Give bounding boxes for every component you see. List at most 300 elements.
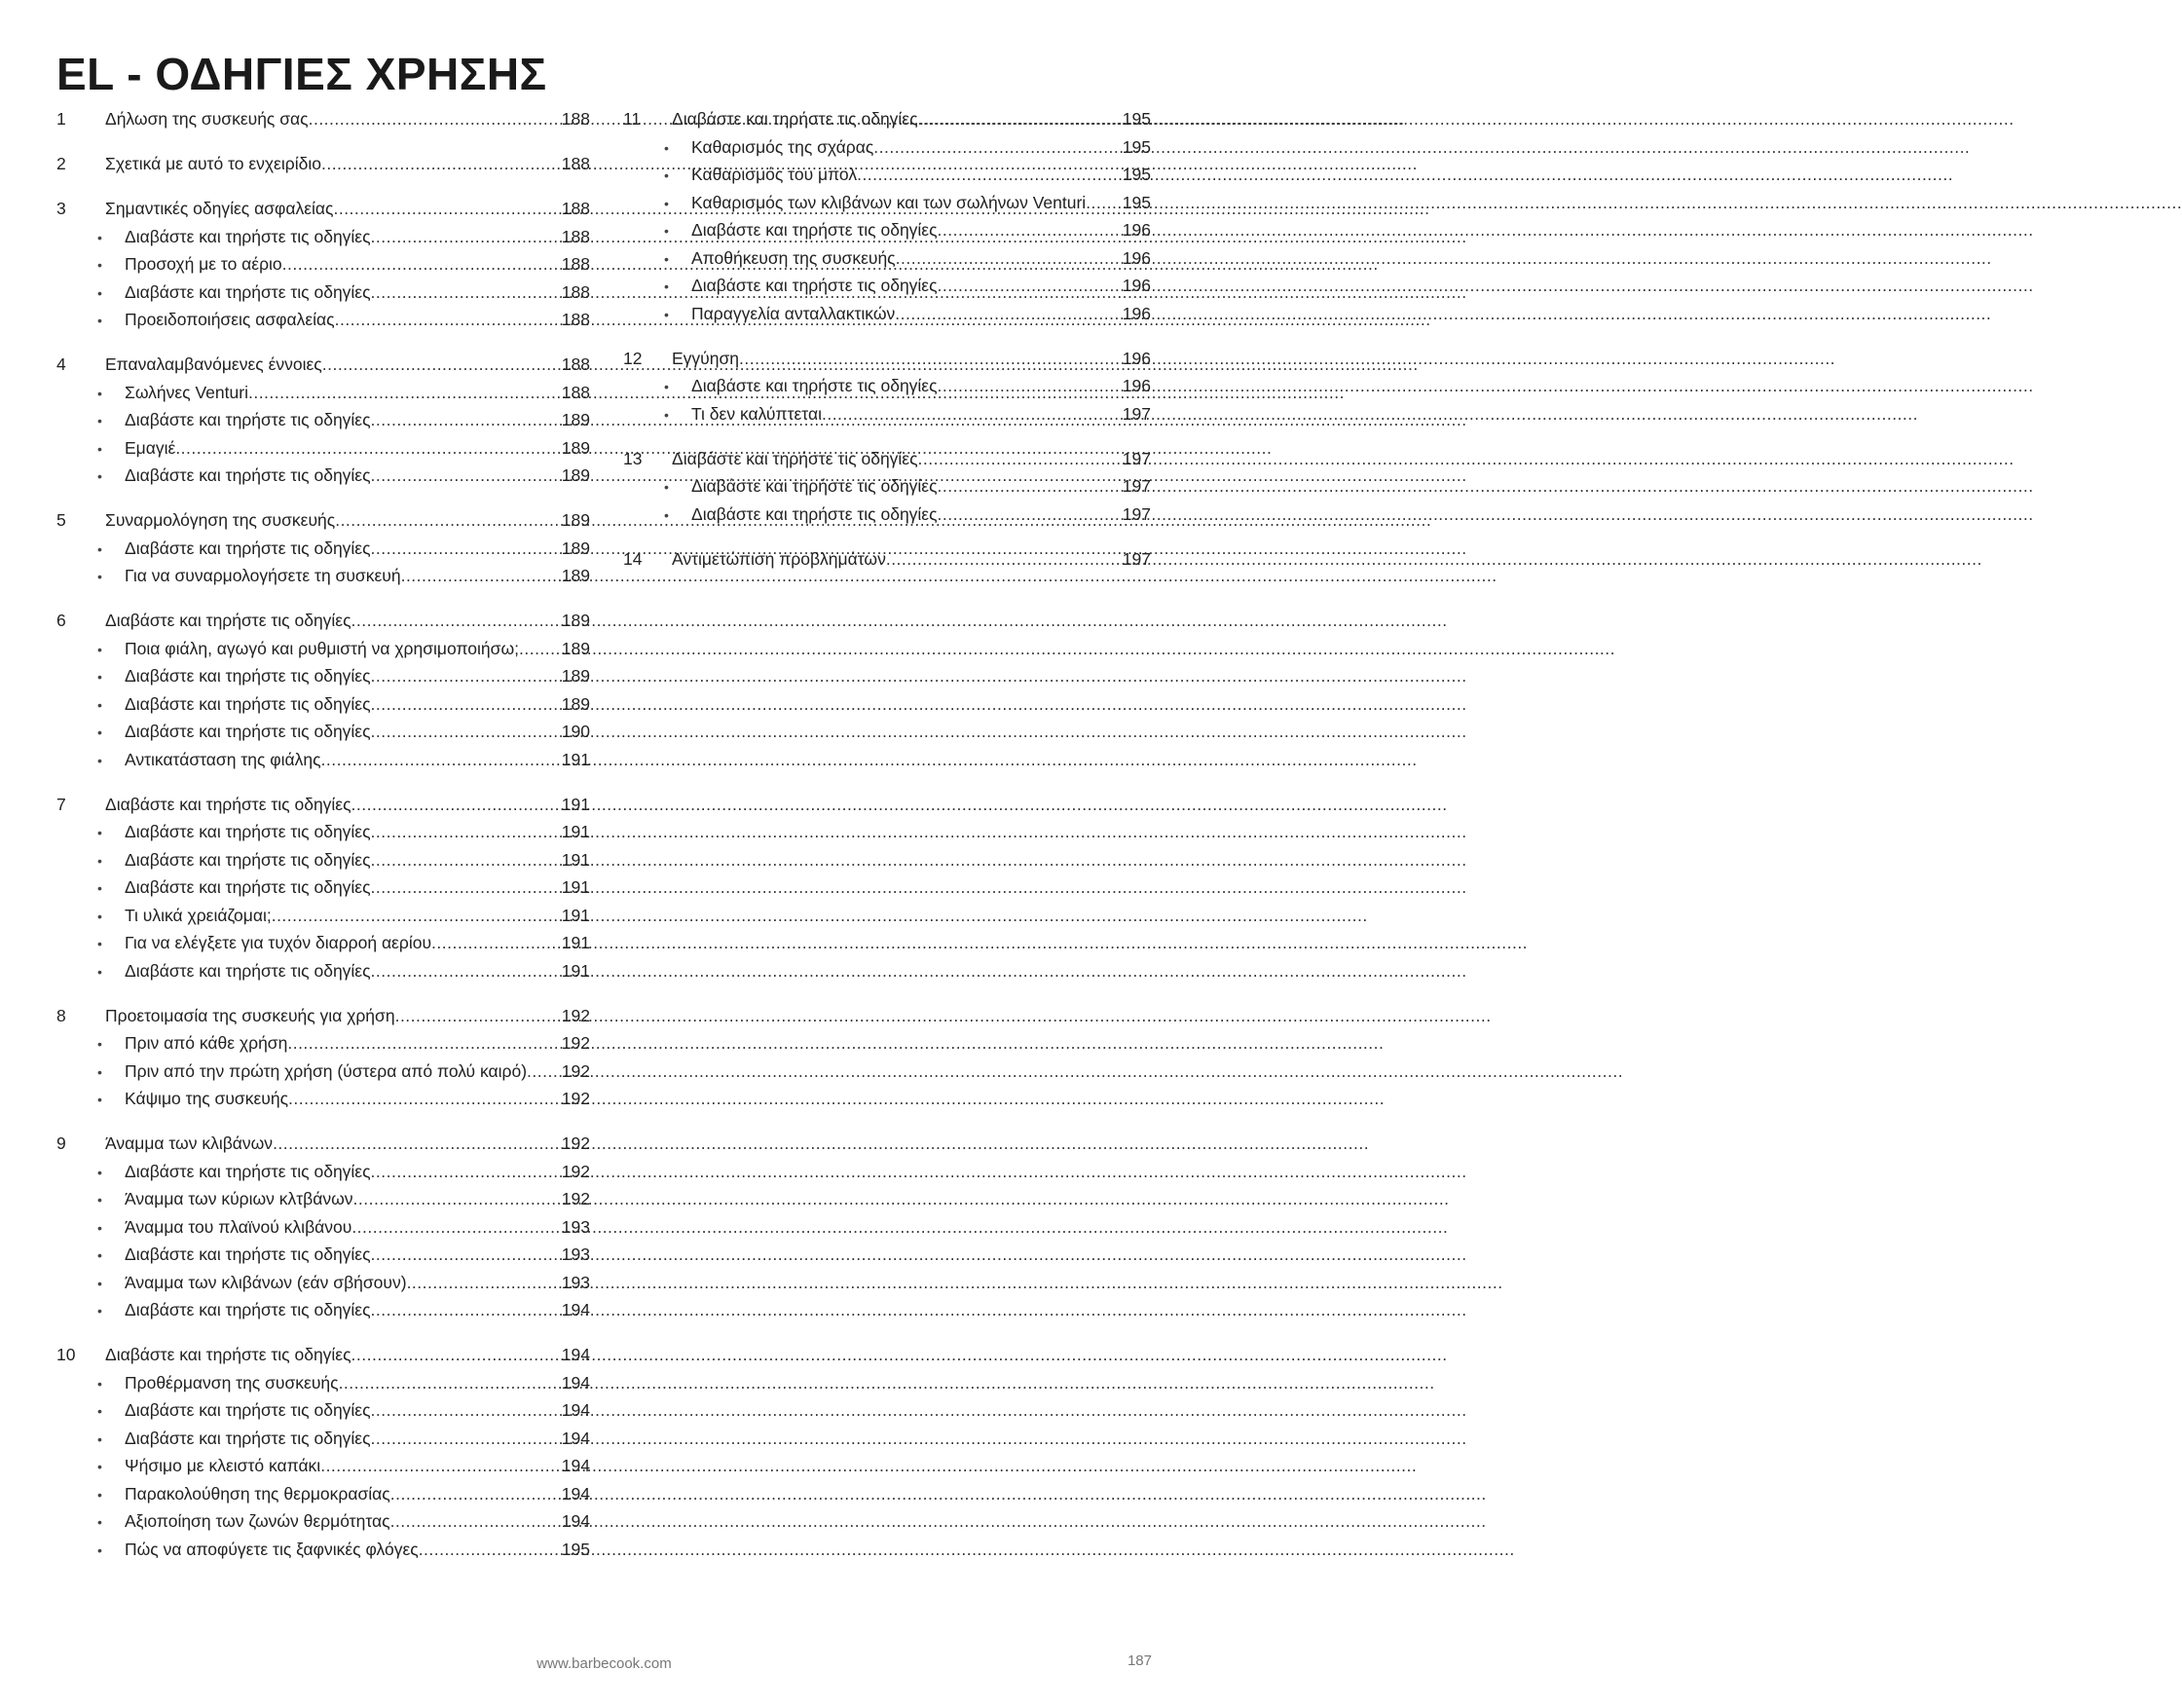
dot-leader [938,372,1123,400]
toc-subentry-page: 196 [1122,303,1151,323]
toc-subentry-page: 196 [1122,276,1151,295]
toc-subentry[interactable] [56,718,590,746]
toc-subentry-page: 188 [561,281,590,302]
toc-subentry[interactable] [56,1507,590,1536]
toc-entry[interactable] [56,1130,590,1158]
toc-subentry-label: Διαβάστε και τηρήστε τις οδηγίες [691,503,938,524]
toc-entry-number: 4 [56,354,66,374]
toc-subentry-page: 194 [561,1300,590,1319]
dot-leader [371,223,562,251]
toc-subentry-label: Παραγγελία ανταλλακτικών [691,303,896,323]
bullet-icon: • [97,468,102,484]
toc-subentry[interactable] [56,690,590,719]
toc-subentry-page: 188 [561,254,590,274]
toc-entry-page: 195 [1122,109,1151,129]
dot-leader [371,818,562,846]
toc-subentry[interactable] [56,1085,590,1113]
dot-leader [873,133,1123,162]
bullet-icon: • [97,669,102,685]
bullet-icon: • [97,1219,102,1236]
toc-subentry[interactable] [56,1269,590,1297]
bullet-icon: • [97,696,102,713]
bullet-icon: • [664,379,669,394]
dot-leader [857,161,1123,189]
bullet-icon: • [97,825,102,840]
dot-leader [918,445,1123,473]
toc-subentry[interactable] [56,1058,590,1086]
toc-subentry-page: 188 [561,226,590,246]
toc-entry-number: 10 [56,1345,76,1364]
toc-subentry[interactable] [56,434,590,463]
toc-entry-label: Διαβάστε και τηρήστε τις οδηγίες [672,448,918,468]
toc-subentry-page: 196 [1122,247,1151,268]
toc-subentry-label: Διαβάστε και τηρήστε τις οδηγίες [125,960,371,981]
toc-subentry-label: Αξιοποίηση των ζωνών θερμότητας [125,1511,390,1531]
dot-leader [371,1296,562,1324]
toc-subentry[interactable] [56,278,590,307]
toc-subentry-label: Διαβάστε και τηρήστε τις οδηγίες [691,476,938,496]
dot-leader [431,929,562,957]
toc-subentry[interactable] [56,929,590,957]
toc-subentry-page: 188 [561,382,590,402]
toc-entry-page: 196 [1122,348,1151,368]
dot-leader [339,1369,562,1397]
toc-subentry-page: 195 [1122,165,1151,184]
toc-section [56,105,590,133]
toc-subentry-page: 189 [561,538,590,558]
toc-entry-label: Επαναλαμβανόμενες έννοιες [105,354,322,374]
toc-subentry[interactable] [56,1213,590,1242]
toc-entry-label: Εγγύηση [672,348,740,368]
toc-subentry-label: Άναμμα των κύριων κλτβάνων [125,1189,353,1208]
dot-leader [351,1213,561,1242]
dot-leader [371,535,562,563]
bullet-icon: • [97,1486,102,1503]
dot-leader [371,278,562,307]
toc-subentry-page: 189 [561,666,590,686]
toc-subentry-page: 196 [1122,376,1151,395]
toc-subentry-page: 192 [561,1189,590,1208]
toc-entry[interactable] [56,150,590,178]
bullet-icon: • [664,306,669,322]
bullet-icon: • [97,284,102,301]
toc-entry-label: Αντιμετώπιση προβλημάτων [672,548,886,569]
toc-entry-number: 5 [56,510,66,530]
toc-subentry-label: Καθαρισμός των κλιβάνων και των σωλήνων Venturi [691,192,1087,212]
toc-subentry-page: 192 [561,1089,590,1108]
toc-subentry-page: 189 [561,566,590,585]
bullet-icon: • [97,936,102,951]
toc-section [56,1002,590,1113]
toc-entry[interactable] [56,1002,590,1030]
toc-entry[interactable] [56,105,590,133]
dot-leader [896,244,1123,273]
bullet-icon: • [97,540,102,557]
toc-subentry-page: 190 [561,722,590,741]
toc-entry-number: 14 [623,548,643,569]
bullet-icon: • [97,1403,102,1419]
toc-entry[interactable] [56,195,590,223]
bullet-icon: • [97,752,102,768]
toc-subentry-label: Διαβάστε και τηρήστε τις οδηγίες [125,822,371,841]
toc-subentry[interactable] [56,1029,590,1058]
toc-subentry-page: 191 [561,933,590,952]
toc-subentry-page: 193 [561,1216,590,1237]
toc-subentry[interactable] [623,161,1151,189]
dot-leader [321,746,562,774]
dot-leader [288,1085,562,1113]
toc-subentry[interactable] [623,189,1151,217]
toc-subentry[interactable] [56,846,590,874]
dot-leader [419,1536,562,1564]
toc-subentry-label: Παρακολούθηση της θερμοκρασίας [125,1483,390,1504]
toc-entry-number: 12 [623,348,643,368]
toc-entry-label: Συναρμολόγηση της συσκευής [105,510,336,530]
toc-subentry-page: 189 [561,437,590,458]
page-title: EL - ΟΔΗΓΙΕΣ ΧΡΗΣΗΣ [56,49,547,99]
toc-subentry[interactable] [623,372,1151,400]
dot-leader [371,957,562,985]
toc-entry-label: Δήλωση της συσκευής σας [105,109,309,129]
bullet-icon: • [97,1459,102,1474]
toc-entry-page: 189 [561,510,590,530]
toc-entry[interactable] [623,345,1151,373]
dot-leader [527,1058,562,1086]
bullet-icon: • [97,569,102,584]
toc-subentry[interactable] [623,501,1151,529]
toc-entry-page: 191 [561,794,590,814]
dot-leader [886,545,1123,574]
toc-entry-label: Διαβάστε και τηρήστε τις οδηγίες [105,611,351,630]
toc-entry[interactable] [56,1341,590,1369]
toc-entry-number: 9 [56,1133,66,1153]
dot-leader [938,216,1123,244]
dot-leader [371,690,562,719]
toc-subentry-label: Διαβάστε και τηρήστε τις οδηγίες [125,722,371,741]
bullet-icon: • [97,1036,102,1052]
bullet-icon: • [97,440,102,457]
toc-subentry-label: Ποια φιάλη, αγωγό και ρυθμιστή να χρησιμοποιήσω; [125,638,519,658]
footer-page-number: 187 [1127,1652,1152,1669]
toc-subentry-label: Διαβάστε και τηρήστε τις οδηγίες [691,276,938,295]
toc-subentry-label: Άναμμα των κλιβάνων (εάν σβήσουν) [125,1272,407,1292]
bullet-icon: • [97,1375,102,1392]
toc-entry-number: 2 [56,154,66,173]
toc-entry-number: 6 [56,611,66,630]
toc-section [56,607,590,773]
bullet-icon: • [664,406,669,423]
toc-subentry-label: Για να ελέγξετε για τυχόν διαρροή αερίου [125,933,432,952]
toc-section [56,791,590,985]
toc-subentry-page: 189 [561,410,590,429]
toc-entry-page: 189 [561,611,590,630]
toc-subentry-label: Διαβάστε και τηρήστε τις οδηγίες [125,226,371,246]
bullet-icon: • [664,506,669,523]
toc-entry-page: 192 [561,1005,590,1025]
bullet-icon: • [97,413,102,428]
toc-subentry-label: Διαβάστε και τηρήστε τις οδηγίες [125,538,371,558]
toc-subentry[interactable] [623,133,1151,162]
toc-entry-label: Σχετικά με αυτό το ενχειρίδιο [105,154,321,173]
toc-entry-number: 3 [56,199,66,218]
toc-subentry[interactable] [56,306,590,334]
toc-entry-label: Σημαντικές οδηγίες ασφαλείας [105,199,334,218]
toc-subentry-label: Προσοχή με το αέριο [125,254,282,274]
toc-entry-page: 188 [561,199,590,218]
dot-leader [822,400,1123,428]
toc-subentry-label: Πριν από κάθε χρήση [125,1033,288,1053]
toc-subentry-label: Καθαρισμός της σχάρας [691,136,874,157]
toc-subentry[interactable] [623,300,1151,328]
toc-subentry[interactable] [623,472,1151,501]
dot-leader [938,272,1123,300]
toc-subentry[interactable] [56,1425,590,1453]
bullet-icon: • [664,479,669,495]
dot-leader [390,1507,562,1536]
toc-subentry-label: Για να συναρμολογήσετε τη συσκευή [125,566,401,585]
bullet-icon: • [97,1541,102,1558]
bullet-icon: • [664,167,669,183]
dot-leader [519,635,562,663]
toc-subentry[interactable] [623,400,1151,428]
toc-subentry[interactable] [56,662,590,690]
bullet-icon: • [97,1514,102,1530]
toc-subentry-page: 192 [561,1060,590,1081]
toc-entry[interactable] [56,607,590,635]
toc-entry-number: 8 [56,1005,66,1025]
toc-subentry-label: Προειδοποιήσεις ασφαλείας [125,310,335,329]
dot-leader [335,306,562,334]
toc-entry-page: 197 [1122,448,1151,468]
dot-leader [175,434,561,463]
toc-subentry[interactable] [56,1158,590,1186]
toc-section [56,506,590,590]
toc-subentry[interactable] [56,957,590,985]
toc-subentry-label: Διαβάστε και τηρήστε τις οδηγίες [125,877,371,897]
dot-leader [371,662,562,690]
toc-subentry-page: 195 [1122,136,1151,157]
dot-leader [333,195,561,223]
bullet-icon: • [97,1063,102,1080]
bullet-icon: • [97,1275,102,1291]
footer-url[interactable]: www.barbecook.com [536,1655,672,1672]
toc-subentry-label: Ψήσιμο με κλειστό καπάκι [125,1456,321,1475]
toc-subentry-label: Σωλήνες Venturi [125,382,248,402]
bullet-icon: • [664,139,669,156]
toc-entry-page: 188 [561,109,590,129]
toc-subentry-label: Εμαγιέ [125,437,176,458]
dot-leader [321,150,562,178]
dot-leader [273,1130,562,1158]
toc-subentry-page: 194 [561,1456,590,1475]
toc-subentry-page: 188 [561,310,590,329]
bullet-icon: • [97,1430,102,1447]
dot-leader [335,506,562,535]
toc-subentry[interactable] [56,1480,590,1508]
toc-subentry-page: 194 [561,1483,590,1504]
dot-leader [351,1341,562,1369]
dot-leader [322,351,562,379]
toc-subentry[interactable] [623,272,1151,300]
dot-leader [282,250,562,278]
bullet-icon: • [97,963,102,980]
toc-entry-number: 11 [623,109,642,129]
dot-leader [918,105,1123,133]
toc-entry[interactable] [56,791,590,819]
dot-leader [407,1269,562,1297]
toc-entry-label: Άναμμα των κλιβάνων [105,1133,274,1153]
toc-subentry[interactable] [56,818,590,846]
toc-subentry[interactable] [56,535,590,563]
toc-subentry-label: Τι δεν καλύπτεται [691,403,822,424]
toc-subentry-label: Διαβάστε και τηρήστε τις οδηγίες [125,1161,371,1181]
toc-section [56,150,590,178]
dot-leader [938,501,1123,529]
bullet-icon: • [97,1164,102,1180]
dot-leader [390,1480,562,1508]
toc-entry-page: 188 [561,154,590,173]
bullet-icon: • [97,724,102,740]
toc-left-column [56,105,590,1580]
toc-subentry[interactable] [56,1396,590,1425]
toc-entry-page: 192 [561,1133,590,1153]
bullet-icon: • [97,852,102,869]
toc-subentry-label: Καθαρισμός του μπολ [691,165,858,184]
bullet-icon: • [97,908,102,924]
toc-subentry-page: 194 [561,1372,590,1392]
toc-entry-label: Διαβάστε και τηρήστε τις οδηγίες [105,794,351,814]
dot-leader [371,406,562,434]
toc-subentry[interactable] [56,902,590,930]
toc-subentry[interactable] [623,244,1151,273]
dot-leader [353,1185,562,1213]
toc-subentry[interactable] [56,1369,590,1397]
bullet-icon: • [664,278,669,294]
toc-subentry-label: Κάψιμο της συσκευής [125,1089,289,1108]
dot-leader [739,345,1123,373]
dot-leader [320,1452,562,1480]
toc-subentry[interactable] [56,462,590,490]
toc-subentry-page: 191 [561,849,590,870]
dot-leader [351,607,562,635]
toc-section [56,1130,590,1324]
toc-subentry[interactable] [56,635,590,663]
bullet-icon: • [97,880,102,896]
toc-subentry[interactable] [623,216,1151,244]
dot-leader [371,1425,562,1453]
dot-leader [371,1241,562,1269]
toc-subentry-page: 192 [561,1161,590,1181]
toc-subentry[interactable] [56,223,590,251]
bullet-icon: • [97,1192,102,1207]
toc-subentry-page: 191 [561,960,590,981]
bullet-icon: • [664,223,669,239]
toc-subentry-page: 192 [561,1033,590,1053]
toc-entry-page: 194 [561,1345,590,1364]
toc-subentry-label: Προθέρμανση της συσκευής [125,1372,339,1392]
bullet-icon: • [97,313,102,328]
toc-entry[interactable] [56,351,590,379]
toc-section [56,195,590,334]
dot-leader [371,718,562,746]
toc-subentry[interactable] [56,1452,590,1480]
toc-subentry[interactable] [56,250,590,278]
toc-subentry-page: 189 [561,638,590,658]
toc-subentry[interactable] [56,1296,590,1324]
bullet-icon: • [97,1247,102,1263]
toc-section [56,351,590,490]
toc-subentry-page: 197 [1122,503,1151,524]
toc-entry-label: Διαβάστε και τηρήστε τις οδηγίες [105,1345,351,1364]
toc-entry[interactable] [56,506,590,535]
bullet-icon: • [97,1303,102,1318]
dot-leader [287,1029,561,1058]
toc-subentry-page: 194 [561,1400,590,1420]
toc-subentry-label: Διαβάστε και τηρήστε τις οδηγίες [125,693,371,714]
toc-subentry-label: Διαβάστε και τηρήστε τις οδηγίες [125,410,371,429]
toc-entry[interactable] [623,545,1151,574]
toc-subentry-page: 194 [561,1428,590,1448]
bullet-icon: • [97,1092,102,1107]
bullet-icon: • [97,229,102,245]
toc-subentry-page: 197 [1122,403,1151,424]
toc-subentry[interactable] [56,1536,590,1564]
toc-subentry[interactable] [56,873,590,902]
bullet-icon: • [97,257,102,273]
toc-subentry[interactable] [56,746,590,774]
toc-subentry-page: 191 [561,877,590,897]
bullet-icon: • [97,641,102,657]
dot-leader [309,105,562,133]
toc-subentry-page: 193 [561,1244,590,1264]
toc-right-column [623,105,1151,590]
toc-entry-label: Διαβάστε και τηρήστε τις οδηγίες [672,109,918,129]
toc-section [56,1341,590,1563]
dot-leader [938,472,1123,501]
toc-subentry-label: Διαβάστε και τηρήστε τις οδηγίες [125,666,371,686]
dot-leader [1086,189,1123,217]
toc-subentry[interactable] [56,379,590,407]
toc-entry-number: 7 [56,794,66,814]
toc-subentry-label: Άναμμα του πλαϊνού κλιβάνου [125,1216,352,1237]
toc-subentry[interactable] [56,406,590,434]
dot-leader [371,1396,562,1425]
dot-leader [895,300,1123,328]
bullet-icon: • [664,250,669,267]
dot-leader [371,846,562,874]
dot-leader [371,462,562,490]
toc-entry[interactable] [623,105,1151,133]
toc-subentry-page: 195 [1122,192,1151,212]
toc-section [623,105,1151,327]
toc-subentry[interactable] [56,562,590,590]
toc-subentry[interactable] [56,1241,590,1269]
toc-subentry-label: Διαβάστε και τηρήστε τις οδηγίες [691,376,938,395]
toc-subentry-label: Διαβάστε και τηρήστε τις οδηγίες [125,1300,371,1319]
toc-subentry-page: 196 [1122,220,1151,240]
dot-leader [395,1002,562,1030]
toc-subentry-page: 197 [1122,476,1151,496]
toc-subentry-page: 194 [561,1511,590,1531]
toc-subentry[interactable] [56,1185,590,1213]
bullet-icon: • [97,385,102,401]
toc-subentry-label: Διαβάστε και τηρήστε τις οδηγίες [125,1428,371,1448]
toc-section [623,345,1151,428]
toc-subentry-label: Διαβάστε και τηρήστε τις οδηγίες [125,281,371,302]
toc-subentry-label: Διαβάστε και τηρήστε τις οδηγίες [691,220,938,240]
toc-subentry-page: 195 [561,1539,590,1559]
toc-entry[interactable] [623,445,1151,473]
